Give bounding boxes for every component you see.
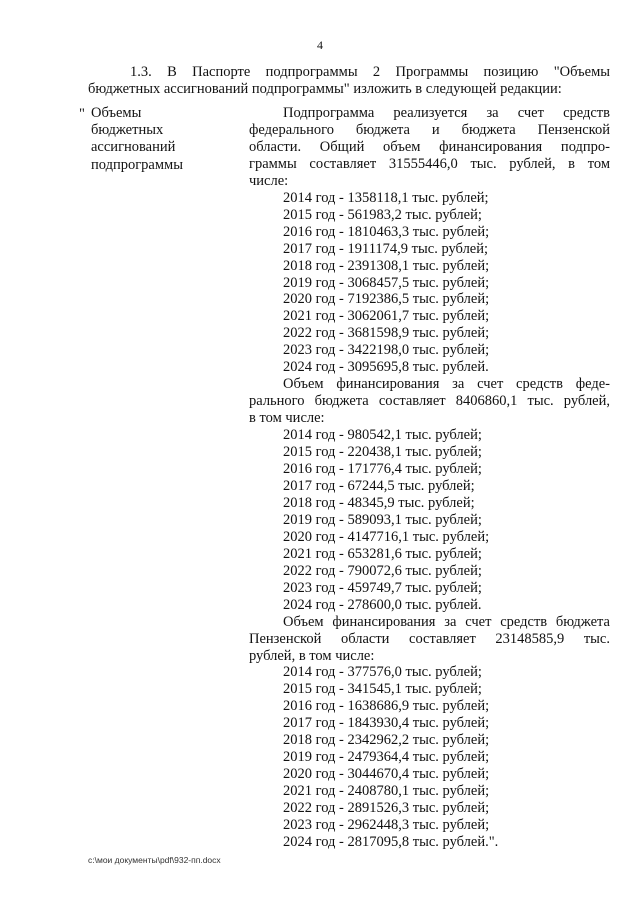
list-item: 2022 год - 790072,6 тыс. рублей; [283, 562, 482, 579]
paragraph-line: рублей, в том числе: [249, 647, 375, 664]
list-item: 2019 год - 589093,1 тыс. рублей; [283, 511, 482, 528]
list-item: 2023 год - 2962448,3 тыс. рублей; [283, 817, 490, 834]
paragraph-line: федерального бюджета и бюджета Пензенской [249, 121, 610, 138]
position-label-line: подпрограммы [91, 156, 183, 173]
page-number: 4 [317, 38, 323, 52]
paragraph-line: Пензенской области составляет 23148585,9 тыс. [249, 630, 610, 647]
position-label-line: Объемы [91, 105, 142, 121]
list-item: 2017 год - 67244,5 тыс. рублей; [283, 477, 475, 494]
list-item: 2024 год - 278600,0 тыс. рублей. [283, 596, 482, 613]
list-item: 2021 год - 653281,6 тыс. рублей; [283, 545, 482, 562]
list-item: 2018 год - 2391308,1 тыс. рублей; [283, 257, 490, 274]
opening-quote-mark: " [79, 106, 85, 122]
paragraph-line: области. Общий объем финансирования подпро- [249, 138, 610, 155]
paragraph-line: граммы составляет 31555446,0 тыс. рублей, в том [249, 155, 610, 172]
total-funding-paragraph [249, 105, 610, 190]
intro-line-2: бюджетных ассигнований подпрограммы" изложить в следующей редакции: [88, 81, 562, 98]
intro-paragraph [88, 64, 610, 99]
paragraph-line: Подпрограмма реализуется за счет средств [283, 105, 610, 121]
list-item: 2014 год - 377576,0 тыс. рублей; [283, 664, 482, 681]
list-item: 2021 год - 3062061,7 тыс. рублей; [283, 308, 490, 325]
paragraph-line: Объем финансирования за счет средств феде- [283, 376, 610, 393]
list-item: 2018 год - 48345,9 тыс. рублей; [283, 494, 475, 511]
list-item: 2023 год - 459749,7 тыс. рублей; [283, 579, 482, 596]
list-item: 2024 год - 3095695,8 тыс. рублей. [283, 359, 489, 376]
regional-funding-by-year [249, 664, 610, 850]
list-item: 2018 год - 2342962,2 тыс. рублей; [283, 732, 490, 749]
list-item: 2022 год - 2891526,3 тыс. рублей; [283, 800, 490, 817]
list-item: 2015 год - 561983,2 тыс. рублей; [283, 206, 482, 223]
list-item: 2019 год - 3068457,5 тыс. рублей; [283, 274, 490, 291]
list-item: 2016 год - 1810463,3 тыс. рублей; [283, 223, 490, 240]
list-item: 2016 год - 1638686,9 тыс. рублей; [283, 698, 490, 715]
total-funding-by-year [249, 190, 610, 376]
list-item: 2024 год - 2817095,8 тыс. рублей.". [283, 833, 499, 850]
paragraph-line: числе: [249, 172, 289, 189]
paragraph-line: Объем финансирования за счет средств бюджета [283, 613, 610, 630]
list-item: 2021 год - 2408780,1 тыс. рублей; [283, 783, 490, 800]
list-item: 2014 год - 1358118,1 тыс. рублей; [283, 189, 489, 206]
list-item: 2022 год - 3681598,9 тыс. рублей; [283, 325, 490, 342]
paragraph-line: в том числе: [249, 410, 325, 427]
list-item: 2016 год - 171776,4 тыс. рублей; [283, 461, 482, 478]
federal-funding-paragraph [249, 376, 610, 427]
list-item: 2020 год - 4147716,1 тыс. рублей; [283, 528, 490, 545]
position-label [91, 105, 241, 174]
federal-funding-by-year [249, 427, 610, 613]
file-path-footer: c:\мои документы\pdf\932-пп.docx [88, 855, 221, 865]
position-content [249, 105, 610, 851]
paragraph-line: рального бюджета составляет 8406860,1 тыс. рублей, [249, 393, 610, 410]
regional-funding-paragraph [249, 614, 610, 665]
list-item: 2017 год - 1843930,4 тыс. рублей; [283, 715, 490, 732]
position-label-line: бюджетных [91, 122, 164, 139]
list-item: 2015 год - 341545,1 тыс. рублей; [283, 681, 482, 698]
list-item: 2023 год - 3422198,0 тыс. рублей; [283, 342, 490, 359]
intro-line-1: 1.3. В Паспорте подпрограммы 2 Программы позицию "Объемы [130, 64, 610, 80]
list-item: 2017 год - 1911174,9 тыс. рублей; [283, 240, 489, 257]
list-item: 2019 год - 2479364,4 тыс. рублей; [283, 749, 490, 766]
position-label-line: ассигнований [91, 139, 176, 156]
list-item: 2015 год - 220438,1 тыс. рублей; [283, 444, 482, 461]
list-item: 2020 год - 7192386,5 тыс. рублей; [283, 291, 490, 308]
list-item: 2014 год - 980542,1 тыс. рублей; [283, 427, 482, 444]
list-item: 2020 год - 3044670,4 тыс. рублей; [283, 766, 490, 783]
